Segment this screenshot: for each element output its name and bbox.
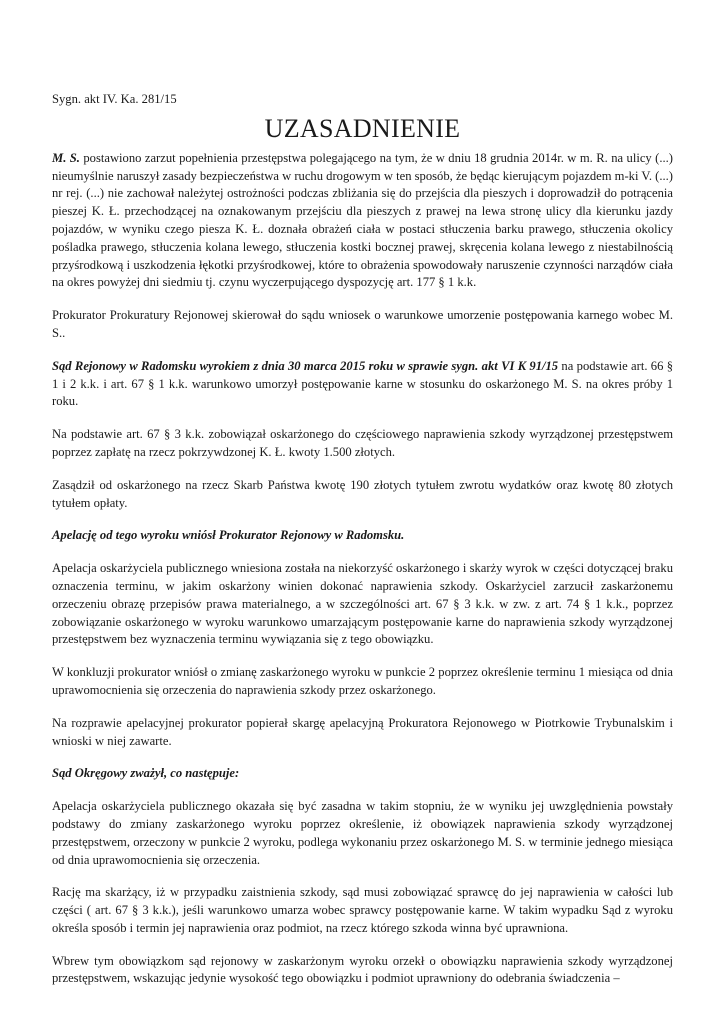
paragraph-hearing: [52, 715, 673, 751]
paragraph-complainant-right: [52, 884, 673, 937]
paragraph-text: Na rozprawie apelacyjnej prokurator popierał skargę apelacyjną Prokuratora Rejonowego w Piotrkowie Trybunalskim i wnioski w niej zawarte.: [52, 715, 673, 748]
case-signature: Sygn. akt IV. Ka. 281/15: [52, 92, 177, 106]
paragraph-district-court-ruling: [52, 358, 673, 411]
paragraph-appeal-justified: [52, 798, 673, 869]
paragraph-contrary-obligations: [52, 953, 673, 989]
paragraph-lead: M. S.: [52, 150, 80, 165]
document-page: [52, 91, 673, 1003]
paragraph-text: Prokurator Prokuratury Rejonowej skierował do sądu wniosek o warunkowe umorzenie postępowania karnego wobec M. S..: [52, 308, 673, 340]
paragraph-text: Wbrew tym obowiązkom sąd rejonowy w zaskarżonym wyroku orzekł o obowiązku naprawienia szkody wyrządzonej przestępstwem, wskazując jedynie wysokość tego obowiązku i podmiot uprawniony do odebrania świadczenia –: [52, 953, 673, 986]
section-heading: Apelację od tego wyroku wniósł Prokurator Rejonowy w Radomsku.: [52, 528, 405, 543]
paragraph-lead: Sąd Rejonowy w Radomsku wyrokiem z dnia 30 marca 2015 roku w sprawie sygn. akt VI K 91/15: [52, 358, 559, 373]
paragraph-text: Apelacja oskarżyciela publicznego okazała się być zasadna w takim stopniu, że w wyniku jej uwzględnienia powstały podstawy do zmiany zaskarżonego wyroku poprzez określenie, iż obowiązek naprawienia szkody wyrządzonej przestępstwem, orzeczony w punkcie 2 wyroku, podlega wykonaniu przez oskarżonego M. S. w terminie jednego miesiąca od dnia uprawomocnienia się orzeczenia.: [52, 799, 673, 867]
document-title: UZASADNIENIE: [264, 113, 461, 143]
paragraph-text: W konkluzji prokurator wniósł o zmianę zaskarżonego wyroku w punkcie 2 poprzez określenie terminu 1 miesiąca od dnia uprawomocnienia się orzeczenia do naprawienia szkody przez oskarżonego.: [52, 665, 673, 697]
paragraph-text: Na podstawie art. 67 § 3 k.k. zobowiązał oskarżonego do częściowego naprawienia szkody wyrządzonej przestępstwem poprzez zapłatę na rzecz pokrzywdzonej K. Ł. kwoty 1.500 złotych.: [52, 427, 673, 459]
paragraph-text: na podstawie art. 66 § 1 i 2 k.k. i art. 67 § 1 k.k. warunkowo umorzył postępowanie karne w stosunku do oskarżonego M. S. na okres próby 1 roku.: [52, 358, 674, 409]
paragraph-prosecutor-motion: [52, 307, 673, 343]
paragraph-text: postawiono zarzut popełnienia przestępstwa polegającego na tym, że w dniu 18 grudnia 2014r. w m. R. na ulicy (...) nieumyślnie naruszył zasady bezpieczeństwa w ruchu drogowym w ten sposób, że będąc kierującym pojazdem m-ki V. (...) nr rej. (...) nie zachował należytej ostrożności podczas zbliżania się do przejścia dla pieszych i doprowadził do potrącenia pieszej K. Ł. przechodzącej na oznakowanym przejściu dla pieszych z prawej na lewa stronę ulicy dla kierunku jazdy pojazdów, w wyniku czego piesza K. Ł. doznała obrażeń ciała w postaci stłuczenia barku prawego, stłuczenia okolicy pośladka prawego, stłuczenia kolana lewego, stłuczenia kostki bocznej prawej, skręcenia kolana lewego z niestabilnością przyśrodkową i uszkodzenia łękotki przyśrodkowej, które to obrażenia spowodowały naruszenie czynności narządów ciała na okres powyżej dni siedmiu tj. czynu wyczerpującego dyspozycję art. 177 § 1 k.k.: [52, 150, 673, 290]
paragraph-appeal-conclusion: [52, 664, 673, 700]
paragraph-appeal-heading: [52, 527, 673, 545]
paragraph-text: Zasądził od oskarżonego na rzecz Skarb Państwa kwotę 190 złotych tytułem zwrotu wydatków oraz kwotę 80 złotych tytułem opłaty.: [52, 477, 673, 510]
paragraph-charge: [52, 150, 673, 292]
paragraph-court-considered-heading: [52, 765, 673, 783]
paragraph-appeal-scope: [52, 560, 673, 649]
section-heading: Sąd Okręgowy zważył, co następuje:: [52, 766, 240, 781]
paragraph-damage-obligation: [52, 426, 673, 462]
paragraph-text: Rację ma skarżący, iż w przypadku zaistnienia szkody, sąd musi zobowiązać sprawcę do jej naprawienia w całości lub części ( art. 67 § 3 k.k.), jeśli warunkowo umarza wobec sprawcy postępowanie karne. W takim wypadku Sąd z wyroku określa sposób i termin jej naprawienia oraz podmiot, na rzecz którego szkoda winna być uprawniona.: [52, 885, 673, 935]
paragraph-text: Apelacja oskarżyciela publicznego wniesiona została na niekorzyść oskarżonego i skarży wyrok w części dotyczącej braku oznaczenia terminu, w jakim oskarżony winien dokonać naprawienia szkody. Oskarżyciel zarzucił zaskarżonemu orzeczeniu obrazę przepisów prawa materialnego, a w szczególności art. 67 § 3 k.k. w zw. z art. 74 § 1 k.k., poprzez zobowiązanie oskarżonego w wyroku warunkowo umarzającym postępowanie karne do naprawienia szkody wyrządzonej przestępstwem bez wyznaczenia terminu wywiązania się z tego obowiązku.: [52, 561, 673, 647]
paragraph-costs: [52, 477, 673, 513]
